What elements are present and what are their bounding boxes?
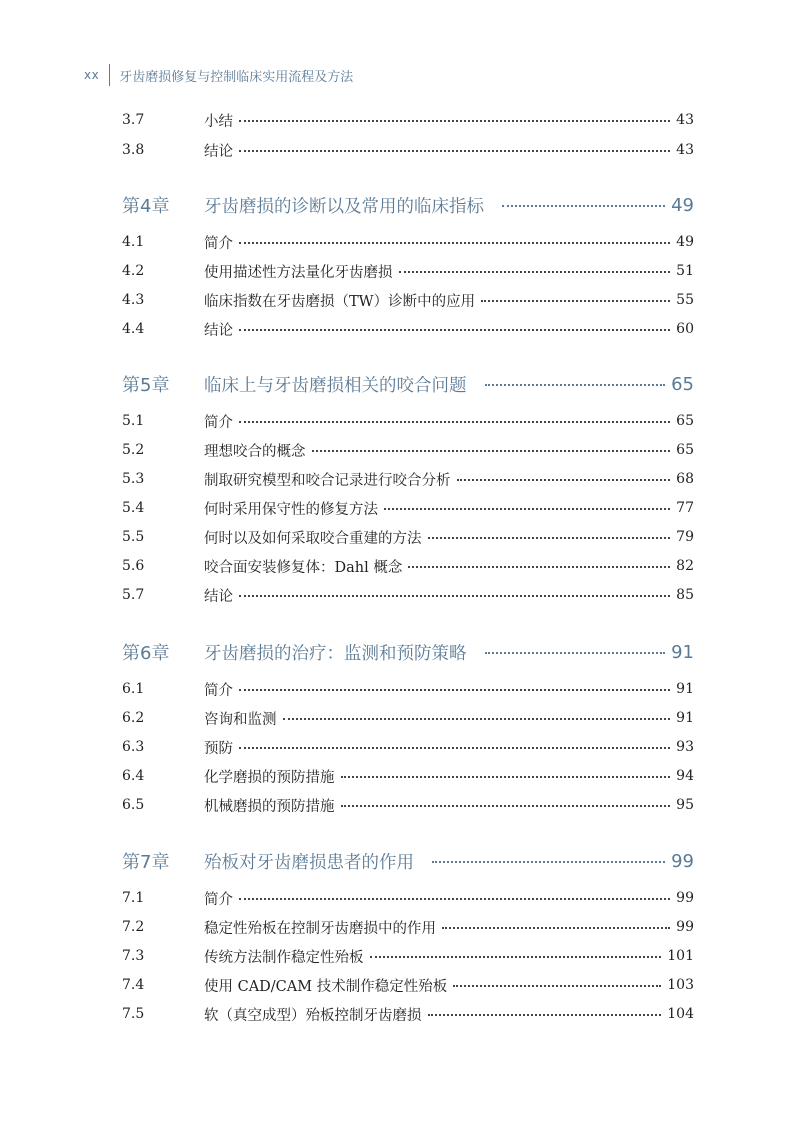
toc-title: 小结 [204, 113, 233, 130]
toc-title: 软（真空成型）殆板控制牙齿磨损 [204, 1007, 422, 1024]
toc-title: 机械磨损的预防措施 [204, 798, 335, 815]
dot-leader [239, 898, 670, 900]
dot-leader [239, 689, 670, 691]
dot-leader [428, 537, 671, 539]
toc-section-row [122, 408, 694, 434]
toc-section-row [122, 943, 694, 969]
toc-section-row [122, 229, 694, 255]
toc-title: 使用描述性方法量化牙齿磨损 [204, 264, 393, 281]
dot-leader [283, 718, 671, 720]
dot-leader [370, 956, 662, 958]
toc-page-number: 95 [676, 797, 694, 813]
toc-page-number: 103 [667, 977, 694, 993]
toc-page-number: 93 [676, 739, 694, 755]
dot-leader [239, 120, 670, 122]
toc-chapter-row [122, 192, 694, 218]
toc-section-row [122, 1001, 694, 1027]
toc-section-row [122, 137, 694, 163]
dot-leader [453, 985, 661, 987]
toc-page-number: 65 [671, 373, 694, 395]
toc-section-row [122, 885, 694, 911]
toc-page-number: 85 [676, 587, 694, 603]
toc-number: 7.2 [122, 919, 145, 935]
toc-section-row [122, 258, 694, 284]
dot-leader [239, 747, 670, 749]
toc-section-row [122, 676, 694, 702]
toc-page-number: 55 [676, 292, 694, 308]
toc-title: 何时采用保守性的修复方法 [204, 501, 378, 518]
toc-page-number: 82 [676, 558, 694, 574]
toc-page-number: 43 [676, 142, 694, 158]
toc-title: 简介 [204, 414, 233, 431]
toc-title: 结论 [204, 322, 233, 339]
toc-title: 简介 [204, 682, 233, 699]
toc-page-number: 104 [667, 1006, 694, 1022]
toc-section-row [122, 316, 694, 342]
toc-number: 3.8 [122, 142, 145, 158]
toc-number: 6.3 [122, 739, 145, 755]
toc-section-row [122, 734, 694, 760]
toc-section-row [122, 466, 694, 492]
toc-page-number: 49 [676, 234, 694, 250]
toc-title: 临床上与牙齿磨损相关的咬合问题 [204, 375, 467, 396]
toc-title: 化学磨损的预防措施 [204, 769, 335, 786]
toc-chapter-row [122, 639, 694, 665]
toc-number: 4.1 [122, 234, 145, 250]
dot-leader [239, 595, 670, 597]
toc-title: 简介 [204, 891, 233, 908]
toc-number: 5.7 [122, 587, 145, 603]
toc-section-row [122, 287, 694, 313]
dot-leader [408, 566, 670, 568]
toc-number: 5.3 [122, 471, 145, 487]
toc-number: 5.6 [122, 558, 145, 574]
toc-title: 结论 [204, 588, 233, 605]
toc-number: 5.5 [122, 529, 145, 545]
dot-leader [384, 508, 670, 510]
toc-title: 使用 CAD/CAM 技术制作稳定性殆板 [204, 978, 448, 995]
toc-page-number: 49 [671, 194, 694, 216]
toc-section-row [122, 792, 694, 818]
toc-number: 第4章 [122, 196, 170, 217]
toc-number: 第6章 [122, 643, 170, 664]
toc-chapter-row [122, 848, 694, 874]
dot-leader [341, 776, 671, 778]
toc-section-row [122, 705, 694, 731]
toc-section-row [122, 972, 694, 998]
toc-page-number: 91 [676, 681, 694, 697]
running-title: 牙齿磨损修复与控制临床实用流程及方法 [119, 69, 354, 85]
toc-number: 6.2 [122, 710, 145, 726]
toc-title: 何时以及如何采取咬合重建的方法 [204, 530, 422, 547]
toc-title: 殆板对牙齿磨损患者的作用 [204, 852, 414, 873]
toc-page-number: 99 [676, 890, 694, 906]
toc-number: 4.3 [122, 292, 145, 308]
dot-leader [312, 450, 671, 452]
toc-page-number: 65 [676, 413, 694, 429]
toc-page-number: 51 [676, 263, 694, 279]
toc-number: 7.5 [122, 1006, 145, 1022]
toc-page-number: 99 [676, 919, 694, 935]
page-header [84, 64, 353, 86]
toc-page-number: 60 [676, 321, 694, 337]
page-folio: xx [84, 68, 100, 82]
toc-number: 4.2 [122, 263, 145, 279]
toc-number: 第5章 [122, 375, 170, 396]
toc-page-number: 99 [671, 850, 694, 872]
toc-title: 传统方法制作稳定性殆板 [204, 949, 364, 966]
dot-leader [341, 805, 671, 807]
dot-leader [502, 205, 665, 207]
toc-section-row [122, 524, 694, 550]
dot-leader [239, 242, 670, 244]
toc-number: 7.3 [122, 948, 145, 964]
toc-section-row [122, 437, 694, 463]
dot-leader [442, 927, 670, 929]
toc-title: 咨询和监测 [204, 711, 277, 728]
toc-number: 3.7 [122, 112, 145, 128]
toc-number: 6.5 [122, 797, 145, 813]
toc-page-number: 79 [676, 529, 694, 545]
toc-number: 5.2 [122, 442, 145, 458]
toc-title: 理想咬合的概念 [204, 443, 306, 460]
dot-leader [428, 1014, 662, 1016]
dot-leader [481, 300, 670, 302]
toc-number: 4.4 [122, 321, 145, 337]
header-divider [109, 64, 110, 86]
toc-page-number: 91 [671, 641, 694, 663]
toc-title: 稳定性殆板在控制牙齿磨损中的作用 [204, 920, 436, 937]
toc-number: 6.4 [122, 768, 145, 784]
dot-leader [457, 479, 671, 481]
toc-section-row [122, 107, 694, 133]
dot-leader [399, 271, 671, 273]
toc-page-number: 91 [676, 710, 694, 726]
toc-title: 牙齿磨损的治疗：监测和预防策略 [204, 643, 467, 664]
toc-section-row [122, 582, 694, 608]
toc-page-number: 101 [667, 948, 694, 964]
toc-title: 牙齿磨损的诊断以及常用的临床指标 [204, 196, 484, 217]
toc-section-row [122, 553, 694, 579]
toc-number: 7.1 [122, 890, 145, 906]
dot-leader [485, 384, 666, 386]
toc-number: 7.4 [122, 977, 145, 993]
dot-leader [239, 329, 670, 331]
toc-title: 临床指数在牙齿磨损（TW）诊断中的应用 [204, 293, 476, 310]
dot-leader [432, 861, 665, 863]
toc-page-number: 77 [676, 500, 694, 516]
toc-chapter-row [122, 371, 694, 397]
toc-title: 咬合面安装修复体：Dahl 概念 [204, 559, 403, 576]
toc-page-number: 65 [676, 442, 694, 458]
toc-section-row [122, 763, 694, 789]
toc-title: 结论 [204, 143, 233, 160]
toc-section-row [122, 495, 694, 521]
dot-leader [239, 421, 670, 423]
dot-leader [485, 652, 666, 654]
toc-page-number: 68 [676, 471, 694, 487]
toc-number: 第7章 [122, 852, 170, 873]
toc-section-row [122, 914, 694, 940]
toc-page-number: 43 [676, 112, 694, 128]
toc-number: 5.1 [122, 413, 145, 429]
toc-title: 简介 [204, 235, 233, 252]
toc-title: 预防 [204, 740, 233, 757]
dot-leader [239, 150, 670, 152]
toc-number: 5.4 [122, 500, 145, 516]
toc-title: 制取研究模型和咬合记录进行咬合分析 [204, 472, 451, 489]
toc-number: 6.1 [122, 681, 145, 697]
toc-page-number: 94 [676, 768, 694, 784]
